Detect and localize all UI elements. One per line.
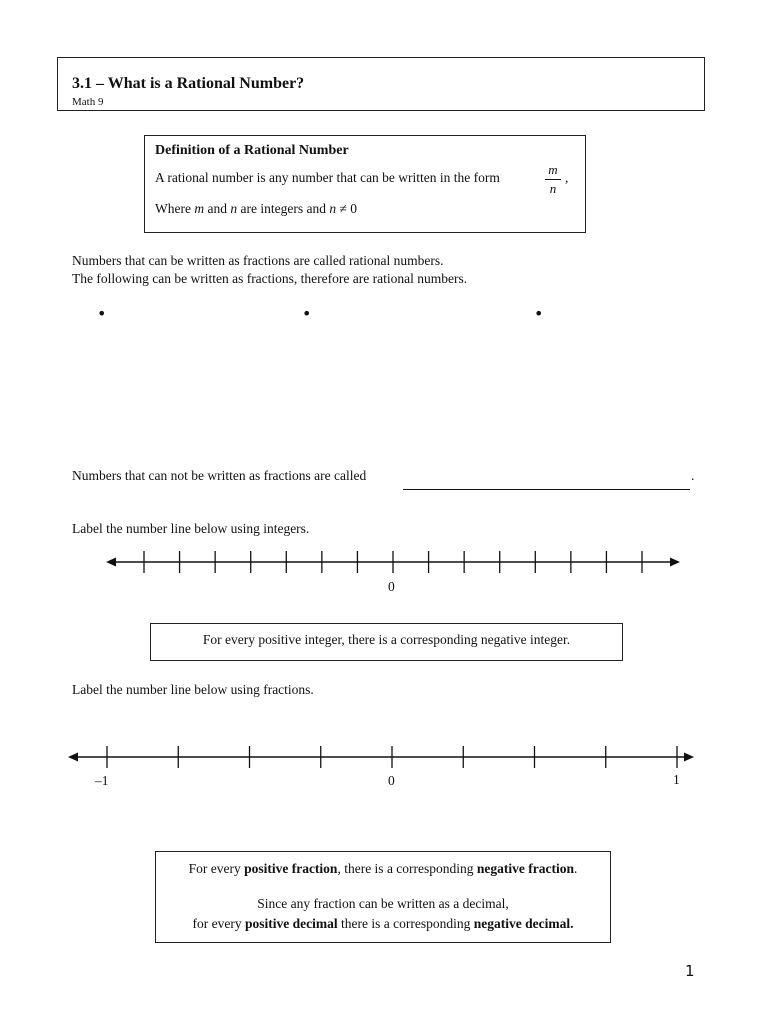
condition-and: and (204, 201, 231, 216)
integer-instruction: Label the number line below using integers. (72, 521, 310, 536)
callout-text-a: For every (188, 861, 245, 876)
fraction-callout (155, 851, 611, 943)
definition-text: A rational number is any number that can be written in the form (155, 170, 500, 185)
prompt-period: . (691, 468, 695, 483)
fraction-numerator: m (545, 161, 561, 180)
condition-integers: are integers and (237, 201, 330, 216)
callout-text-3a: for every (192, 916, 246, 931)
fraction-denominator: n (549, 181, 557, 196)
fraction-minus-one-label: –1 (95, 773, 109, 788)
fraction-callout-line-1 (156, 859, 610, 879)
callout-negative-fraction: negative fraction (476, 861, 575, 876)
condition-where: Where (155, 201, 195, 216)
definition-comma: , (565, 170, 569, 185)
integer-zero-label: 0 (388, 579, 395, 594)
fraction-right-arrow (684, 753, 694, 762)
var-n-second: n (329, 201, 337, 216)
callout-text-c: , there is a corresponding (337, 861, 477, 876)
condition-not-zero: ≠ 0 (336, 201, 357, 216)
page-title: 3.1 – What is a Rational Number? (72, 75, 305, 92)
bullet-3: • (534, 304, 544, 323)
fraction-callout-line-3 (156, 914, 610, 934)
page-number: 1 (685, 962, 695, 980)
fraction-one-label: 1 (673, 772, 680, 787)
definition-box (144, 135, 586, 233)
bullet-1: • (97, 304, 107, 323)
callout-negative-decimal: negative decimal. (473, 916, 574, 931)
var-n: n (230, 201, 238, 216)
intro-line-1: Numbers that can be written as fractions are called rational numbers. (72, 253, 444, 268)
fraction-callout-line-2: Since any fraction can be written as a decimal, (257, 896, 509, 911)
intro-line-2: The following can be written as fractions, therefore are rational numbers. (72, 271, 468, 286)
course-label: Math 9 (72, 96, 104, 108)
definition-condition (155, 201, 357, 217)
fraction-number-line (62, 744, 702, 774)
irrational-prompt: Numbers that can not be written as fractions are called (72, 468, 367, 483)
integer-left-arrow (106, 558, 116, 567)
fraction-zero-label: 0 (388, 773, 395, 788)
callout-text-e: . (574, 861, 578, 876)
var-m: m (194, 201, 205, 216)
fraction-m-over-n (545, 161, 561, 198)
integer-right-arrow (670, 558, 680, 567)
integer-callout: For every positive integer, there is a corresponding negative integer. (150, 623, 623, 661)
integer-number-line (100, 548, 690, 580)
fraction-instruction: Label the number line below using fractions. (72, 682, 314, 697)
callout-positive-decimal: positive decimal (245, 916, 338, 931)
bullet-2: • (302, 304, 312, 323)
fraction-left-arrow (68, 753, 78, 762)
answer-blank (403, 489, 690, 490)
callout-positive-fraction: positive fraction (244, 861, 338, 876)
header-box (57, 57, 705, 111)
callout-text-3c: there is a corresponding (337, 916, 474, 931)
definition-heading: Definition of a Rational Number (155, 143, 349, 158)
